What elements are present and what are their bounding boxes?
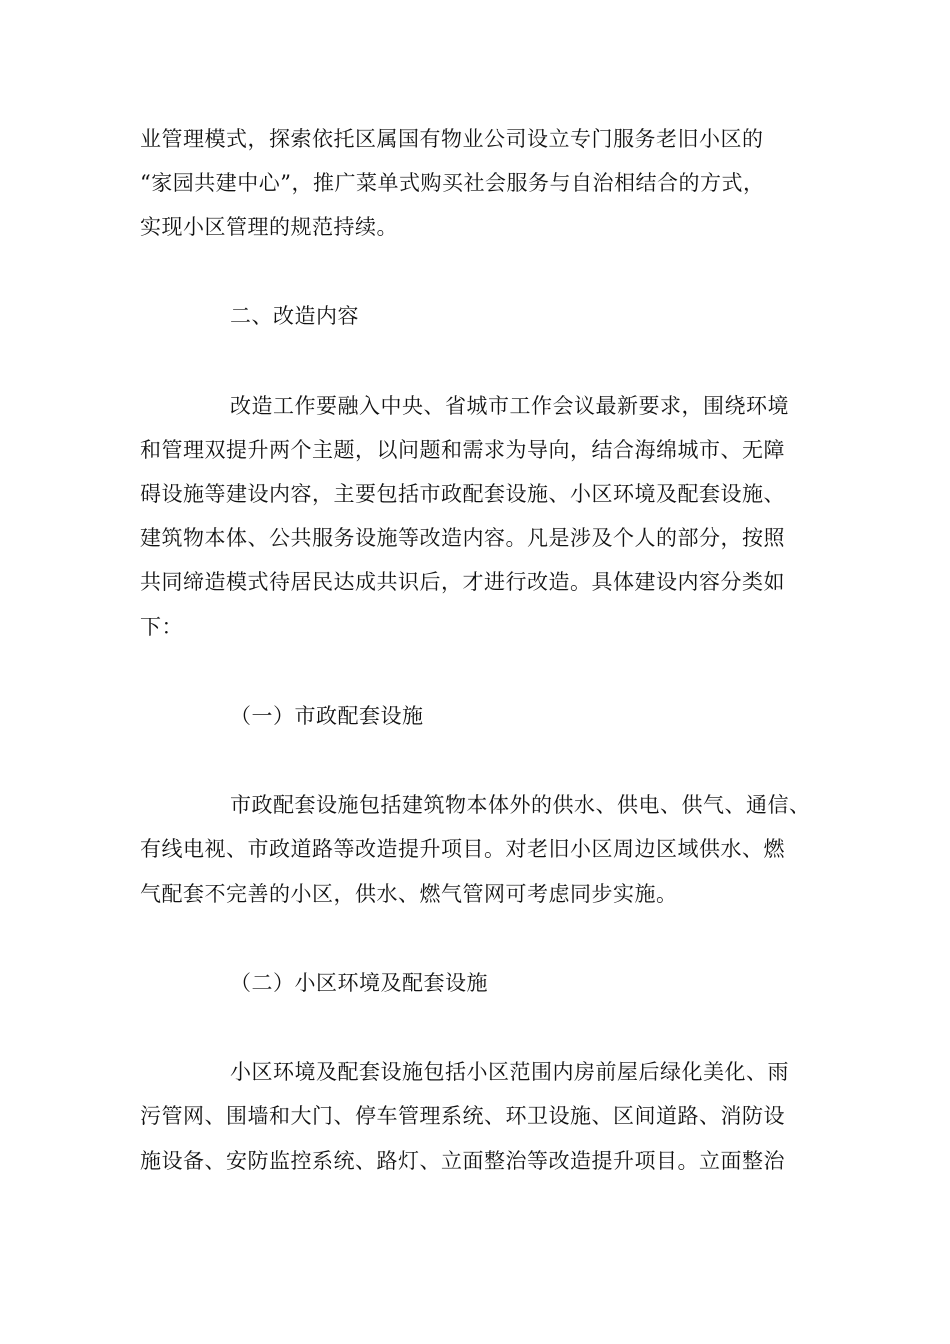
section-heading: 二、改造内容 [230, 304, 359, 328]
paragraph-line: 施设备、安防监控系统、路灯、立面整治等改造提升项目。立面整治 [140, 1149, 785, 1173]
paragraph-line: 小区环境及配套设施包括小区范围内房前屋后绿化美化、雨 [230, 1060, 789, 1084]
paragraph-line: 有线电视、市政道路等改造提升项目。对老旧小区周边区域供水、燃 [140, 837, 785, 861]
paragraph-line: 共同缔造模式待居民达成共识后，才进行改造。具体建设内容分类如 [140, 570, 785, 594]
paragraph-line: 下： [140, 615, 183, 639]
paragraph-line: 建筑物本体、公共服务设施等改造内容。凡是涉及个人的部分，按照 [140, 526, 785, 550]
paragraph-line: 碍设施等建设内容，主要包括市政配套设施、小区环境及配套设施、 [140, 482, 785, 506]
paragraph-line: 气配套不完善的小区，供水、燃气管网可考虑同步实施。 [140, 882, 678, 906]
paragraph-line: 污管网、围墙和大门、停车管理系统、环卫设施、区间道路、消防设 [140, 1104, 785, 1128]
paragraph-line: 市政配套设施包括建筑物本体外的供水、供电、供气、通信、 [230, 793, 811, 817]
paragraph-line: “家园共建中心”，推广菜单式购买社会服务与自治相结合的方式， [140, 171, 765, 195]
paragraph-line: 实现小区管理的规范持续。 [140, 215, 398, 239]
subsection-heading: （一）市政配套设施 [230, 704, 424, 728]
subsection-heading: （二）小区环境及配套设施 [230, 971, 488, 995]
paragraph-line: 和管理双提升两个主题，以问题和需求为导向，结合海绵城市、无障 [140, 438, 785, 462]
paragraph-line: 改造工作要融入中央、省城市工作会议最新要求，围绕环境 [230, 394, 789, 418]
paragraph-line: 业管理模式，探索依托区属国有物业公司设立专门服务老旧小区的 [140, 127, 764, 151]
